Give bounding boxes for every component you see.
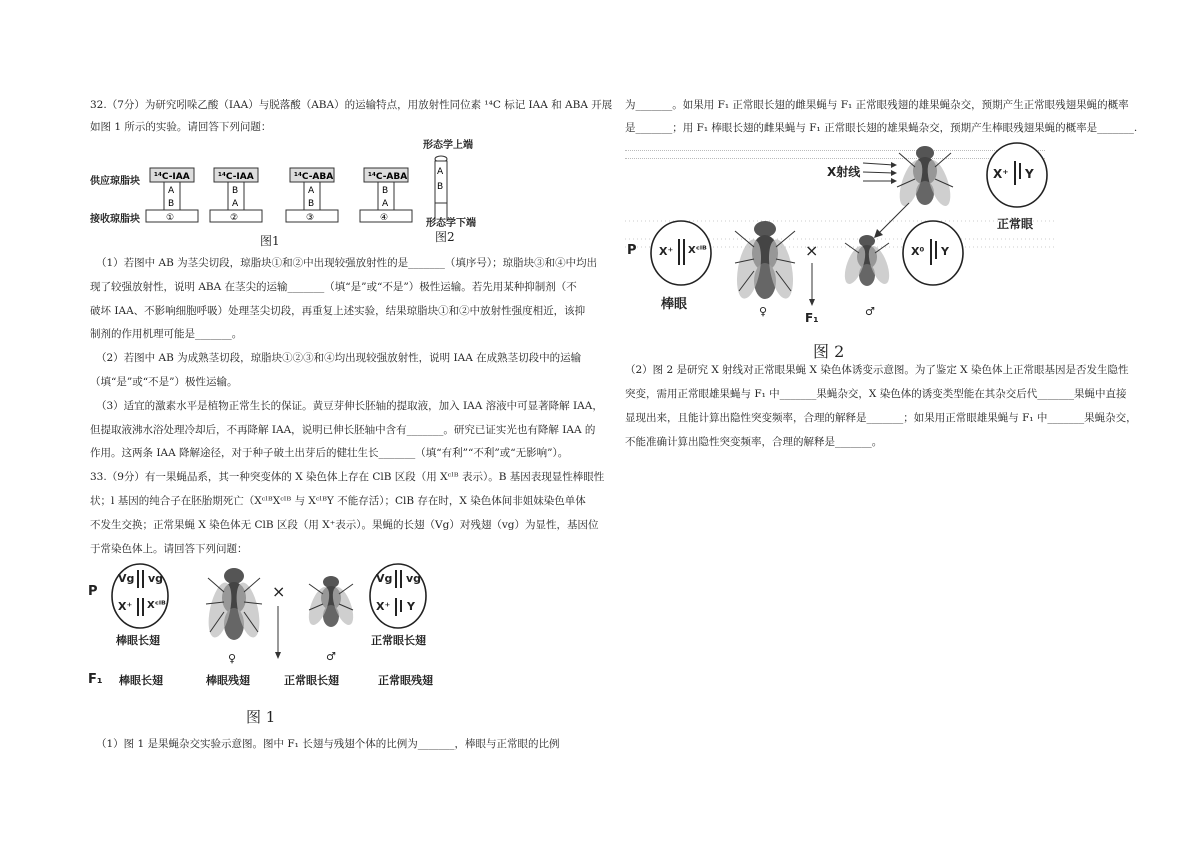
fig1-caption: 图1 (260, 234, 280, 248)
female-chrom-xplus: X⁺ (118, 600, 133, 613)
fig2-seg-b: B (437, 182, 444, 192)
segment-label: A (232, 199, 239, 209)
supply-block-label: ¹⁴C-IAA (218, 172, 254, 182)
supply-block-label: ¹⁴C-IAA (154, 172, 190, 182)
female-fly-icon (204, 568, 263, 640)
p-label: P (88, 584, 98, 599)
q32-p3-line: （3）适宜的激素水平是植物正常生长的保证。黄豆芽伸长胚轴的提取液，加入 IAA 溶液中可显著降解 IAA， (96, 400, 603, 412)
f1-label: F₁ (805, 311, 819, 325)
segment-label: A (168, 186, 175, 196)
male-fly-icon (305, 576, 358, 628)
cross-symbol: × (805, 241, 819, 260)
q32-p1-line: 破坏 IAA、不影响细胞呼吸）处理茎尖切段，再重复上述实验，结果琼脂块①和②中放射性强度相近，该抑 (90, 305, 586, 317)
q32-intro-line1: 32.（7分）为研究吲哚乙酸（IAA）与脱落酸（ABA）的运输特点，用放射性同位素 ¹⁴C 标记 IAA 和 ABA 开展 (90, 99, 613, 111)
q33-p2-line: 不能准确计算出隐性突变频率，合理的解释是_______。 (625, 436, 883, 448)
top-end-label: 形态学上端 (423, 140, 473, 151)
female-symbol: ♀ (228, 652, 237, 665)
segment-label: A (382, 199, 389, 209)
female-chrom-xplus: X⁺ (659, 245, 674, 258)
normal-eye-label: 正常眼 (997, 217, 1034, 231)
fig2-caption: 图2 (435, 230, 455, 244)
segment-label: B (232, 186, 239, 196)
q33-p1-line1: （1）图 1 是果蝇杂交实验示意图。图中 F₁ 长翅与残翅个体的比例为_______，棒眼与正常眼的比例 (96, 738, 560, 750)
male-chrom-xplus: X⁺ (376, 600, 391, 613)
supply-block-label: ¹⁴C-ABA (368, 172, 408, 182)
q32-p3-line: 但提取液沸水浴处理冷却后，不再降解 IAA，说明已伸长胚轴中含有_______。研究已证实光也有降解 IAA 的 (90, 424, 596, 436)
q33-fig2-caption: 图 2 (813, 342, 845, 361)
male-chrom-vg-upper: Vg (376, 572, 393, 585)
top-chrom-y: Y (1025, 167, 1034, 181)
q33-p2-line: （2）图 2 是研究 X 射线对正常眼果蝇 X 染色体诱变示意图。为了鉴定 X 染色体上正常眼基因是否发生隐性 (625, 364, 1129, 376)
mutant-male-fly-icon (841, 235, 894, 287)
receiver-label: ③ (306, 213, 315, 223)
xray-label: X射线 (827, 165, 861, 179)
female-parent-label: 棒眼长翅 (116, 634, 160, 647)
male-chrom-y: Y (941, 245, 949, 258)
receiver-label: ② (230, 213, 239, 223)
top-chrom-xplus: X⁺ (993, 167, 1009, 181)
male-parent-label: 正常眼长翅 (371, 634, 426, 647)
bar-eye-female-fly-icon (733, 221, 797, 300)
q33-intro-line: 不发生交换；正常果蝇 X 染色体无 ClB 区段（用 X⁺表示）。果蝇的长翅（Vg）对残翅（vg）为显性，基因位 (90, 519, 599, 531)
q33-figure2 (625, 135, 1055, 365)
offspring-label: 正常眼残翅 (378, 674, 433, 687)
offspring-label: 棒眼长翅 (119, 674, 163, 687)
supply-block-label: ¹⁴C-ABA (294, 172, 334, 182)
male-symbol: ♂ (326, 650, 336, 663)
female-chrom-xclb: Xᶜˡᴮ (147, 600, 166, 611)
female-chrom-xclb: Xᶜˡᴮ (688, 245, 707, 256)
male-chrom-x0: X⁰ (911, 245, 925, 258)
bar-eye-label: 棒眼 (661, 297, 688, 312)
offspring-label: 棒眼残翅 (206, 674, 250, 687)
q32-p2-line: （填“是”或“不是”）极性运输。 (90, 376, 238, 388)
q32-p1-line: 制剂的作用机理可能是_______。 (90, 328, 243, 340)
offspring-label: 正常眼长翅 (284, 674, 339, 687)
q33-right-line1: 为_______。如果用 F₁ 正常眼长翅的雌果蝇与 F₁ 正常眼残翅的雄果蝇杂交，预期产生正常眼残翅果蝇的概率 (625, 99, 1129, 111)
cross-symbol: × (272, 582, 286, 601)
q33-p2-line: 突变，需用正常眼雄果蝇与 F₁ 中_______果蝇杂交，X 染色体的诱变类型能在其杂交后代_______果蝇中直接 (625, 388, 1127, 400)
q32-intro-line2: 如图 1 所示的实验。请回答下列问题： (90, 121, 272, 133)
q32-p2-line: （2）若图中 AB 为成熟茎切段，琼脂块①②③和④均出现较强放射性，说明 IAA 在成熟茎切段中的运输 (96, 352, 582, 364)
female-chrom-vg-lower: vg (148, 572, 164, 585)
q32-p1-line: （1）若图中 AB 为茎尖切段，琼脂块①和②中出现较强放射性的是_______（填序号）；琼脂块③和④中均出 (96, 257, 598, 269)
q32-figure (90, 138, 510, 250)
q33-fig1-caption: 图 1 (246, 708, 276, 726)
q33-intro-line: 于常染色体上。请回答下列问题： (90, 543, 248, 555)
p-label: P (627, 243, 637, 258)
male-chrom-vg-lower: vg (406, 572, 422, 585)
q33-p2-line: 显现出来，且能计算出隐性突变频率，合理的解释是_______；如果用正常眼雄果蝇与 F₁ 中_______果蝇杂交， (625, 412, 1137, 424)
receive-label: 接收琼脂块 (90, 214, 140, 225)
segment-label: A (308, 186, 315, 196)
q33-figure1 (86, 560, 466, 730)
male-symbol: ♂ (865, 305, 875, 318)
receiver-label: ① (166, 213, 175, 223)
fig2-seg-a: A (437, 167, 444, 177)
segment-label: B (168, 199, 175, 209)
q33-intro-line: 33.（9分）有一果蝇品系，其一种突变体的 X 染色体上存在 ClB 区段（用 Xᶜˡᴮ 表示）。B 基因表现显性棒眼性 (90, 471, 605, 483)
q32-p1-line: 现了较强放射性，说明 ABA 在茎尖的运输_______（填“是”或“不是”）极性运输。若先用某种抑制剂（不 (90, 281, 577, 293)
q32-p3-line: 作用。这两条 IAA 降解途径，对于种子破土出芽后的健壮生长_______（填“有利”“不利”或“无影响”）。 (90, 447, 569, 459)
q33-right-line2: 是_______；用 F₁ 棒眼长翅的雌果蝇与 F₁ 正常眼长翅的雄果蝇杂交，预期产生棒眼残翅果蝇的概率是_______. (625, 122, 1138, 134)
segment-label: B (308, 199, 315, 209)
q33-intro-line: 状；l 基因的纯合子在胚胎期死亡（XᶜˡᴮXᶜˡᴮ 与 XᶜˡᴮY 不能存活）；ClB 存在时，X 染色体间非姐妹染色单体 (90, 495, 586, 507)
female-chrom-vg-upper: Vg (118, 572, 135, 585)
female-symbol: ♀ (759, 305, 768, 318)
male-chrom-y: Y (407, 600, 415, 613)
f1-label: F₁ (88, 672, 103, 687)
bottom-end-label: 形态学下端 (426, 218, 476, 229)
segment-label: B (382, 186, 389, 196)
normal-male-fly-icon (895, 146, 955, 209)
receiver-label: ④ (380, 213, 389, 223)
supply-label: 供应琼脂块 (90, 176, 140, 187)
